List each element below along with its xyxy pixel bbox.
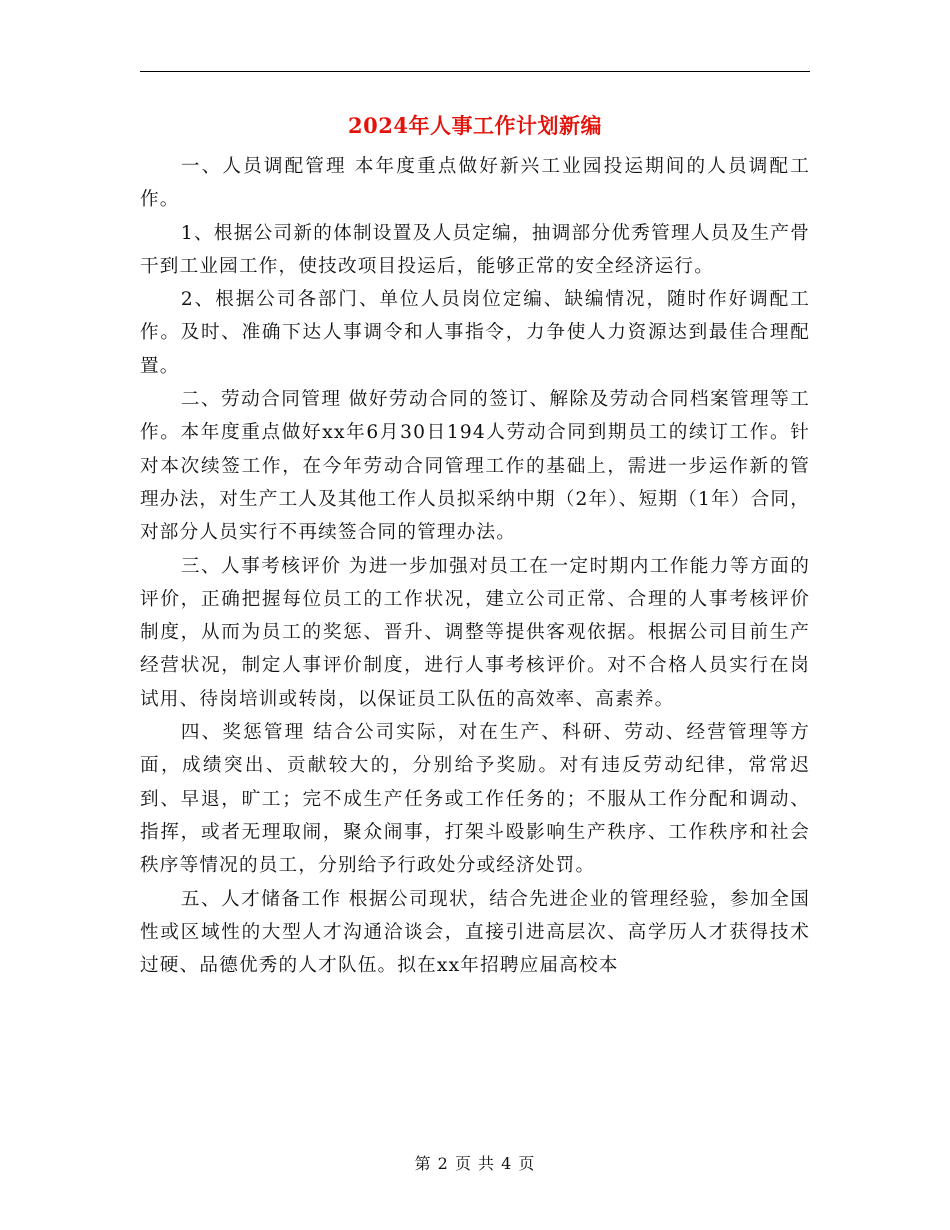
paragraph-item-1: 1、根据公司新的体制设置及人员定编，抽调部分优秀管理人员及生产骨干到工业园工作，使技改项目投运后，能够正常的安全经济运行。: [140, 222, 810, 277]
header-rule: [140, 71, 810, 72]
paragraph-talent-reserve: 五、人才储备工作 根据公司现状，结合先进企业的管理经验，参加全国性或区域性的大型人才沟通洽谈会，直接引进高层次、高学历人才获得技术过硬、品德优秀的人才队伍。拟在xx年招聘应届高校本: [140, 888, 810, 977]
document-body: [140, 150, 810, 982]
page-footer: [140, 1152, 810, 1176]
paragraph-labor-contract: 二、劳动合同管理 做好劳动合同的签订、解除及劳动合同档案管理等工作。本年度重点做好xx年6月30日194人劳动合同到期员工的续订工作。针对本次续签工作，在今年劳动合同管理工作的基础上，需进一步运作新的管理办法，对生产工人及其他工作人员拟采纳中期（2年）、短期（1年）合同，对部分人员实行不再续签合同的管理办法。: [140, 389, 810, 544]
paragraph-personnel-assessment: 三、人事考核评价 为进一步加强对员工在一定时期内工作能力等方面的评价，正确把握每位员工的工作状况，建立公司正常、合理的人事考核评价制度，从而为员工的奖惩、晋升、调整等提供客观依据。根据公司目前生产经营状况，制定人事评价制度，进行人事考核评价。对不合格人员实行在岗试用、待岗培训或转岗，以保证员工队伍的高效率、高素养。: [140, 555, 810, 710]
paragraph-personnel-allocation: 一、人员调配管理 本年度重点做好新兴工业园投运期间的人员调配工作。: [140, 156, 810, 211]
document-title: 2024年人事工作计划新编: [348, 113, 602, 138]
paragraph-rewards-penalties: 四、奖惩管理 结合公司实际，对在生产、科研、劳动、经营管理等方面，成绩突出、贡献较大的，分别给予奖励。对有违反劳动纪律，常常迟到、早退，旷工；完不成生产任务或工作任务的；不服从工作分配和调动、指挥，或者无理取闹，聚众闹事，打架斗殴影响生产秩序、工作秩序和社会秩序等情况的员工，分别给予行政处分或经济处罚。: [140, 722, 810, 877]
page-number-label: 第 2 页 共 4 页: [414, 1154, 536, 1173]
paragraph-item-2: 2、根据公司各部门、单位人员岗位定编、缺编情况，随时作好调配工作。及时、准确下达人事调令和人事指令，力争使人力资源达到最佳合理配置。: [140, 289, 810, 377]
